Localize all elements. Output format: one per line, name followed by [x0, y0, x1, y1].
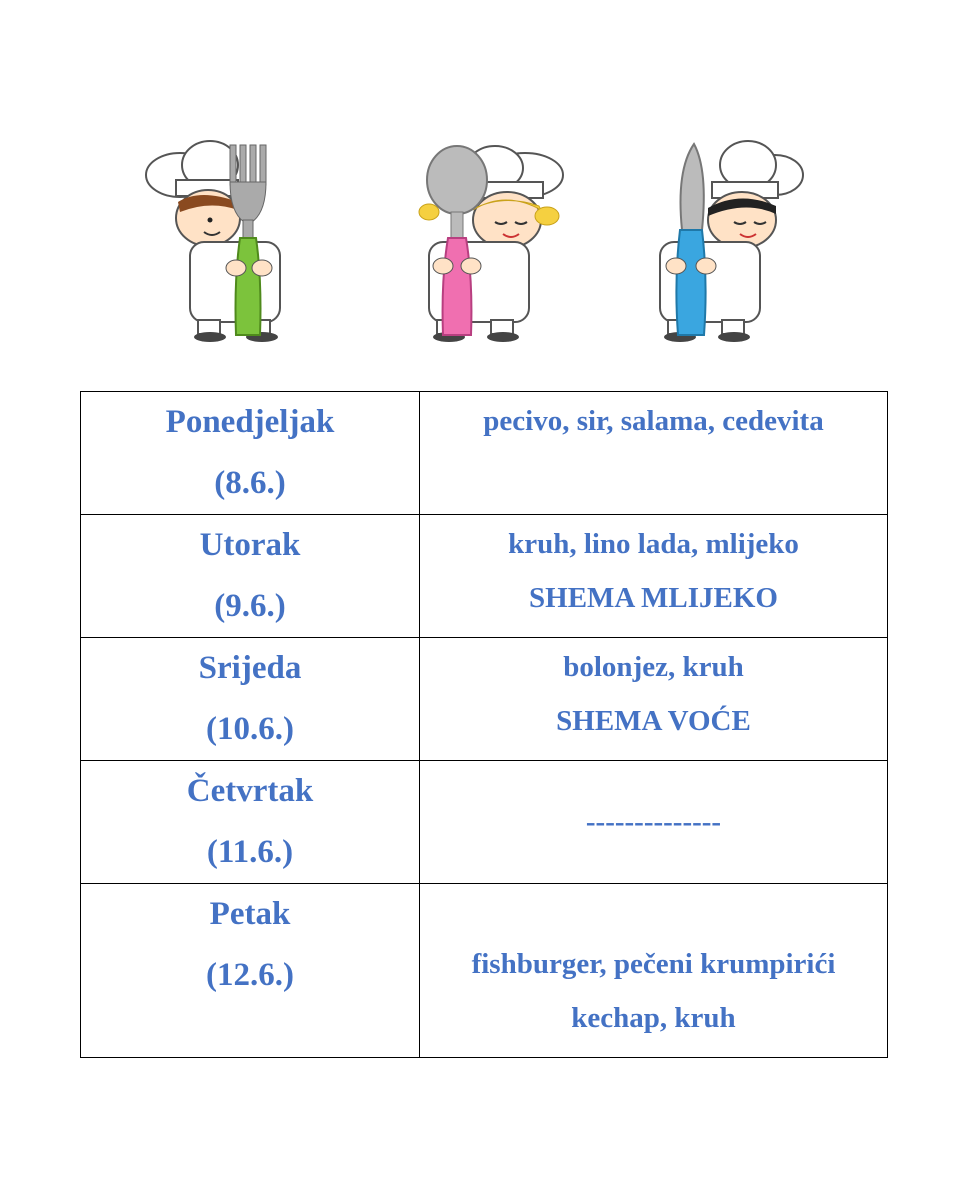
day-date: (10.6.) — [206, 711, 294, 747]
day-name: Ponedjeljak — [165, 404, 335, 440]
day-name: Srijeda — [198, 650, 302, 686]
table-row — [81, 515, 888, 638]
table-row — [81, 761, 888, 884]
meal-cell — [420, 638, 888, 761]
meal-line: bolonjez, kruh — [563, 651, 744, 683]
chef-boy-fork-icon — [140, 130, 300, 345]
day-name: Četvrtak — [186, 773, 314, 809]
meal-cell — [420, 392, 888, 515]
chef-illustrations — [0, 130, 971, 360]
meal-line: kechap, kruh — [571, 1002, 736, 1034]
meal-cell — [420, 884, 888, 1058]
table-row — [81, 392, 888, 515]
meal-line: SHEMA MLIJEKO — [529, 582, 778, 614]
day-name: Utorak — [199, 527, 301, 563]
day-date: (11.6.) — [206, 834, 294, 870]
meal-cell — [420, 761, 888, 884]
meal-line: pecivo, sir, salama, cedevita — [483, 405, 824, 437]
chef-girl-spoon-icon — [415, 130, 575, 345]
meal-line: fishburger, pečeni krumpirići — [471, 948, 836, 980]
meal-cell — [420, 515, 888, 638]
day-cell — [81, 638, 420, 761]
meal-line: kruh, lino lada, mlijeko — [508, 528, 799, 560]
table-row — [81, 884, 888, 1058]
day-date: (8.6.) — [214, 465, 286, 501]
day-cell — [81, 392, 420, 515]
day-cell — [81, 761, 420, 884]
meal-line: SHEMA VOĆE — [556, 705, 751, 737]
meal-line: -------------- — [585, 806, 722, 838]
chef-boy-knife-icon — [650, 130, 810, 345]
weekly-menu-table — [80, 391, 888, 1058]
day-date: (12.6.) — [206, 957, 294, 993]
day-cell — [81, 884, 420, 1058]
table-row — [81, 638, 888, 761]
day-date: (9.6.) — [214, 588, 286, 624]
day-cell — [81, 515, 420, 638]
day-name: Petak — [209, 896, 291, 932]
